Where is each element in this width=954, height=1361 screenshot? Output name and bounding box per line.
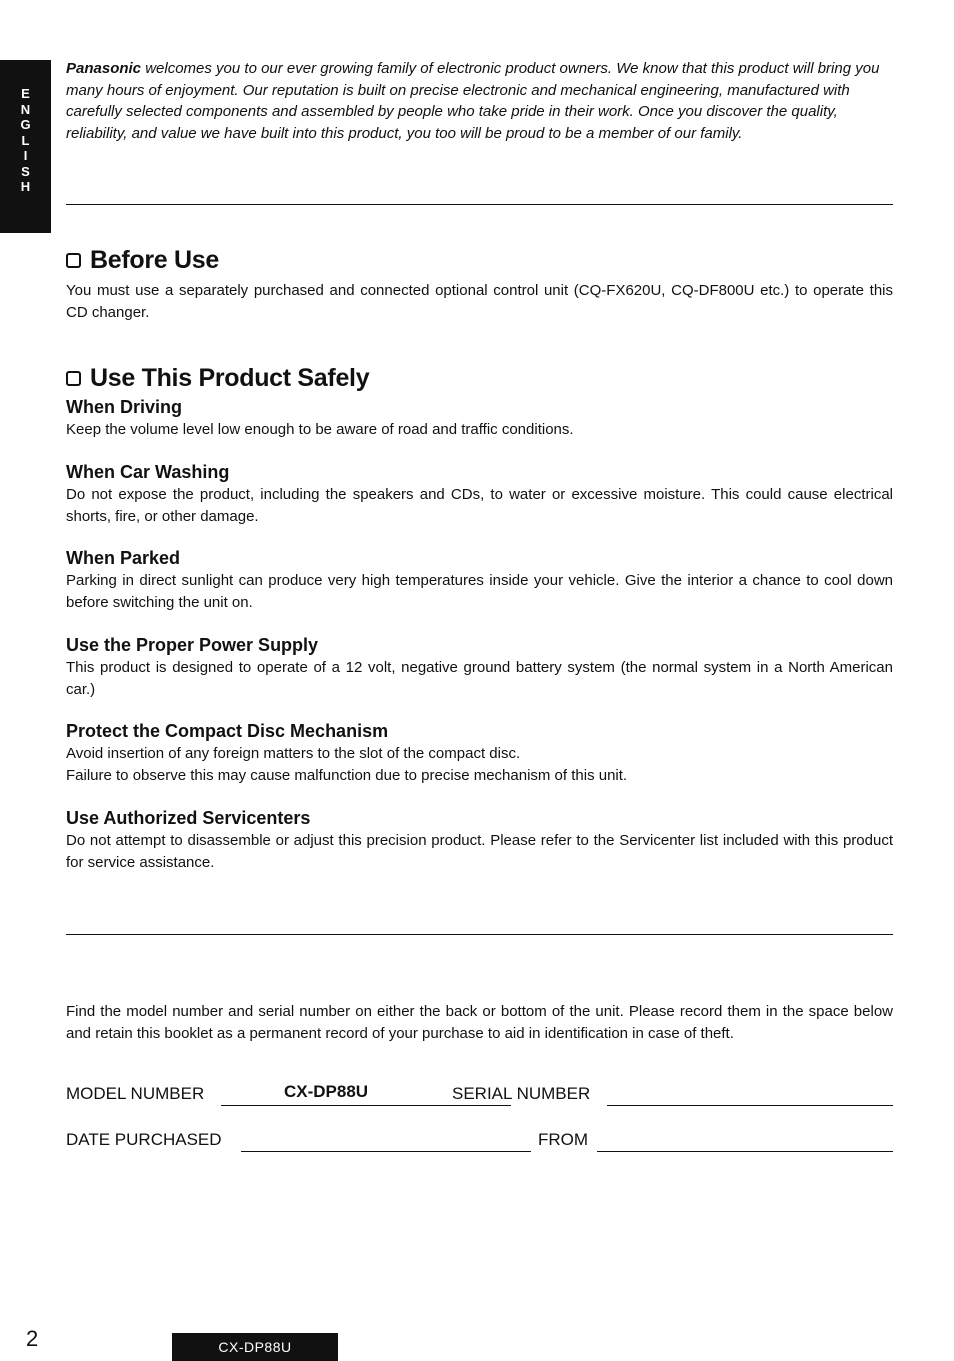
disc-mechanism-text-2: Failure to observe this may cause malfunction due to precise mechanism of this unit.	[66, 767, 628, 784]
brand-name: Panasonic	[66, 60, 142, 77]
when-car-washing-text: Do not expose the product, including the speakers and CDs, to water or excessive moisture. This could cause electrical shorts, fire, or other damage.	[66, 486, 893, 525]
footer-model-badge: CX-DP88U	[172, 1333, 338, 1361]
language-tab	[0, 60, 51, 233]
intro-paragraph	[66, 58, 893, 144]
serial-number-line[interactable]	[607, 1105, 893, 1106]
subheading-when-driving: When Driving	[66, 397, 182, 417]
divider	[66, 204, 893, 205]
subheading-when-parked: When Parked	[66, 548, 181, 568]
from-label: FROM	[538, 1130, 589, 1149]
model-number-line	[221, 1105, 511, 1106]
date-purchased-label: DATE PURCHASED	[66, 1130, 222, 1149]
language-tab-letter: N	[20, 101, 31, 117]
subheading-disc-mechanism: Protect the Compact Disc Mechanism	[66, 721, 389, 741]
subheading-servicenters: Use Authorized Servicenters	[66, 808, 311, 828]
language-tab-letter: I	[23, 148, 28, 163]
checkbox-square-icon	[66, 253, 81, 268]
before-use-text: You must use a separately purchased and connected optional control unit (CQ-FX620U, CQ-DF800U etc.) to operate this CD changer.	[66, 282, 893, 321]
checkbox-square-icon	[66, 371, 81, 386]
heading-text: Use This Product Safely	[90, 364, 370, 392]
section-heading-safety	[66, 364, 369, 393]
language-tab-letter: G	[20, 117, 31, 132]
subheading-when-car-washing: When Car Washing	[66, 462, 230, 482]
language-tab-letter: S	[21, 163, 30, 179]
section-heading-before-use	[66, 246, 219, 275]
when-driving-text: Keep the volume level low enough to be aware of road and traffic conditions.	[66, 421, 574, 438]
date-purchased-line[interactable]	[241, 1151, 531, 1152]
servicenters-text: Do not attempt to disassemble or adjust this precision product. Please refer to the Servicenter list included with this product for service assistance.	[66, 832, 893, 871]
intro-text: welcomes you to our ever growing family of electronic product owners. We know that this product will bring you many hours of enjoyment. Our reputation is built on precise electronic and mechanical engineering, manufactured with carefully selected components and assembled by people who take pride in their work. Once you discover the quality, reliability, and value we have built into this product, you too will be proud to be a member of our family.	[66, 60, 880, 142]
heading-text: Before Use	[90, 246, 219, 274]
model-number-value: CX-DP88U	[284, 1082, 369, 1101]
from-line[interactable]	[597, 1151, 893, 1152]
disc-mechanism-text: Avoid insertion of any foreign matters to the slot of the compact disc.	[66, 745, 521, 762]
divider	[66, 934, 893, 935]
record-instructions: Find the model number and serial number on either the back or bottom of the unit. Please record them in the space below and retain this booklet as a permanent record of your purchase to aid in identification in case of theft.	[66, 1003, 893, 1042]
model-number-label: MODEL NUMBER	[66, 1084, 205, 1103]
subheading-power-supply: Use the Proper Power Supply	[66, 635, 319, 655]
language-tab-letter: E	[21, 86, 30, 101]
serial-number-label: SERIAL NUMBER	[452, 1084, 591, 1103]
when-parked-text: Parking in direct sunlight can produce very high temperatures inside your vehicle. Give the interior a chance to cool down before switching the unit on.	[66, 572, 893, 611]
power-supply-text: This product is designed to operate of a 12 volt, negative ground battery system (the normal system in a North American car.)	[66, 659, 893, 698]
language-tab-letter: L	[21, 132, 30, 148]
date-from-row	[66, 1126, 893, 1152]
page-number: 2	[26, 1326, 39, 1351]
model-serial-row	[66, 1080, 893, 1106]
language-tab-letter: H	[20, 179, 31, 194]
